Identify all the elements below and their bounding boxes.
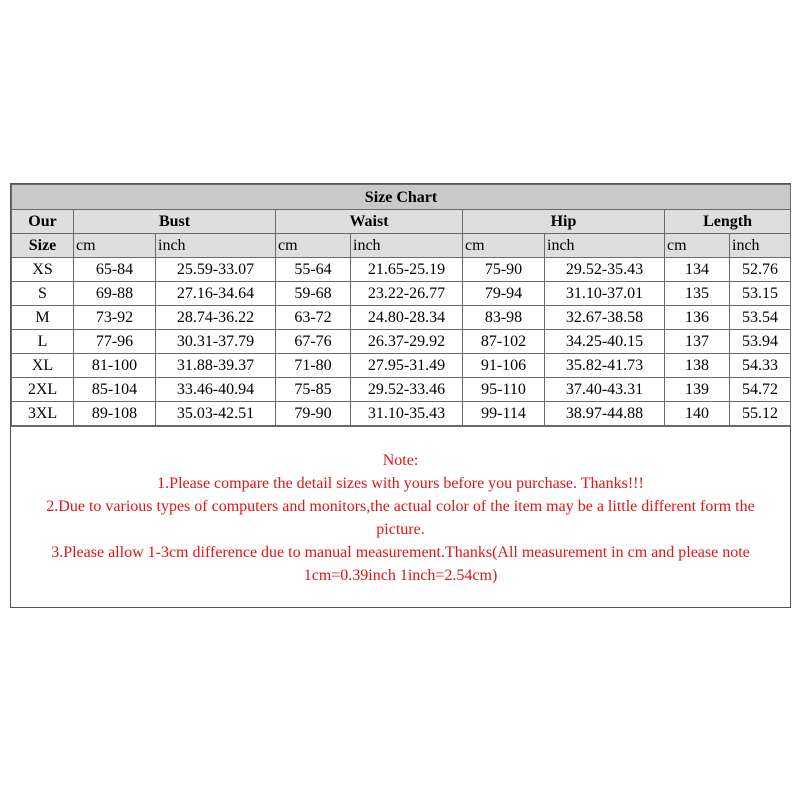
bust-cm-cell: 81-100 — [74, 354, 156, 378]
table-row — [12, 282, 791, 306]
table-row — [12, 306, 791, 330]
hip-cm-cell: 99-114 — [463, 402, 545, 426]
unit-length-cm: cm — [665, 234, 730, 258]
header-size: Size — [12, 234, 74, 258]
table-row — [12, 402, 791, 426]
size-cell: 3XL — [12, 402, 74, 426]
notes-section — [11, 426, 790, 607]
length-cm-cell: 134 — [665, 258, 730, 282]
table-row — [12, 330, 791, 354]
header-bust: Bust — [74, 210, 276, 234]
bust-cm-cell: 89-108 — [74, 402, 156, 426]
waist-inch-cell: 23.22-26.77 — [351, 282, 463, 306]
hip-cm-cell: 75-90 — [463, 258, 545, 282]
unit-hip-inch: inch — [545, 234, 665, 258]
length-inch-cell: 53.94 — [730, 330, 791, 354]
unit-waist-inch: inch — [351, 234, 463, 258]
hip-inch-cell: 32.67-38.58 — [545, 306, 665, 330]
length-cm-cell: 136 — [665, 306, 730, 330]
note-line-1: 1.Please compare the detail sizes with yours before you purchase. Thanks!!! — [157, 475, 644, 492]
waist-cm-cell: 63-72 — [276, 306, 351, 330]
bust-inch-cell: 31.88-39.37 — [156, 354, 276, 378]
header-our: Our — [12, 210, 74, 234]
bust-cm-cell: 73-92 — [74, 306, 156, 330]
header-waist: Waist — [276, 210, 463, 234]
length-inch-cell: 54.33 — [730, 354, 791, 378]
waist-cm-cell: 59-68 — [276, 282, 351, 306]
table-row — [12, 378, 791, 402]
waist-inch-cell: 24.80-28.34 — [351, 306, 463, 330]
hip-inch-cell: 31.10-37.01 — [545, 282, 665, 306]
unit-hip-cm: cm — [463, 234, 545, 258]
size-cell: 2XL — [12, 378, 74, 402]
note-line-2: 2.Due to various types of computers and monitors,the actual color of the item may be a little different form the picture. — [46, 498, 755, 538]
length-inch-cell: 53.15 — [730, 282, 791, 306]
length-cm-cell: 137 — [665, 330, 730, 354]
note-heading: Note: — [382, 452, 419, 469]
hip-inch-cell: 37.40-43.31 — [545, 378, 665, 402]
bust-inch-cell: 30.31-37.79 — [156, 330, 276, 354]
length-cm-cell: 140 — [665, 402, 730, 426]
size-cell: S — [12, 282, 74, 306]
bust-inch-cell: 35.03-42.51 — [156, 402, 276, 426]
hip-cm-cell: 87-102 — [463, 330, 545, 354]
unit-bust-inch: inch — [156, 234, 276, 258]
length-cm-cell: 139 — [665, 378, 730, 402]
size-table — [11, 184, 791, 426]
header-length: Length — [665, 210, 791, 234]
bust-inch-cell: 27.16-34.64 — [156, 282, 276, 306]
length-inch-cell: 53.54 — [730, 306, 791, 330]
bust-cm-cell: 77-96 — [74, 330, 156, 354]
hip-inch-cell: 35.82-41.73 — [545, 354, 665, 378]
header-hip: Hip — [463, 210, 665, 234]
bust-cm-cell: 65-84 — [74, 258, 156, 282]
hip-cm-cell: 79-94 — [463, 282, 545, 306]
waist-inch-cell: 26.37-29.92 — [351, 330, 463, 354]
length-inch-cell: 55.12 — [730, 402, 791, 426]
table-row — [12, 258, 791, 282]
hip-cm-cell: 83-98 — [463, 306, 545, 330]
hip-cm-cell: 91-106 — [463, 354, 545, 378]
waist-cm-cell: 75-85 — [276, 378, 351, 402]
bust-inch-cell: 28.74-36.22 — [156, 306, 276, 330]
hip-inch-cell: 38.97-44.88 — [545, 402, 665, 426]
length-inch-cell: 54.72 — [730, 378, 791, 402]
bust-cm-cell: 69-88 — [74, 282, 156, 306]
size-cell: XL — [12, 354, 74, 378]
hip-inch-cell: 34.25-40.15 — [545, 330, 665, 354]
length-cm-cell: 135 — [665, 282, 730, 306]
bust-inch-cell: 33.46-40.94 — [156, 378, 276, 402]
waist-cm-cell: 71-80 — [276, 354, 351, 378]
hip-inch-cell: 29.52-35.43 — [545, 258, 665, 282]
waist-cm-cell: 79-90 — [276, 402, 351, 426]
note-line-3: 3.Please allow 1-3cm difference due to manual measurement.Thanks(All measurement in cm and please note 1cm=0.39inch 1inch=2.54cm) — [51, 544, 750, 584]
size-cell: XS — [12, 258, 74, 282]
waist-inch-cell: 29.52-33.46 — [351, 378, 463, 402]
size-cell: M — [12, 306, 74, 330]
unit-waist-cm: cm — [276, 234, 351, 258]
waist-inch-cell: 31.10-35.43 — [351, 402, 463, 426]
length-cm-cell: 138 — [665, 354, 730, 378]
size-cell: L — [12, 330, 74, 354]
waist-inch-cell: 27.95-31.49 — [351, 354, 463, 378]
bust-inch-cell: 25.59-33.07 — [156, 258, 276, 282]
unit-bust-cm: cm — [74, 234, 156, 258]
waist-cm-cell: 67-76 — [276, 330, 351, 354]
waist-inch-cell: 21.65-25.19 — [351, 258, 463, 282]
bust-cm-cell: 85-104 — [74, 378, 156, 402]
length-inch-cell: 52.76 — [730, 258, 791, 282]
waist-cm-cell: 55-64 — [276, 258, 351, 282]
hip-cm-cell: 95-110 — [463, 378, 545, 402]
size-chart — [10, 183, 791, 608]
table-row — [12, 354, 791, 378]
chart-title: Size Chart — [12, 185, 791, 210]
unit-length-inch: inch — [730, 234, 791, 258]
